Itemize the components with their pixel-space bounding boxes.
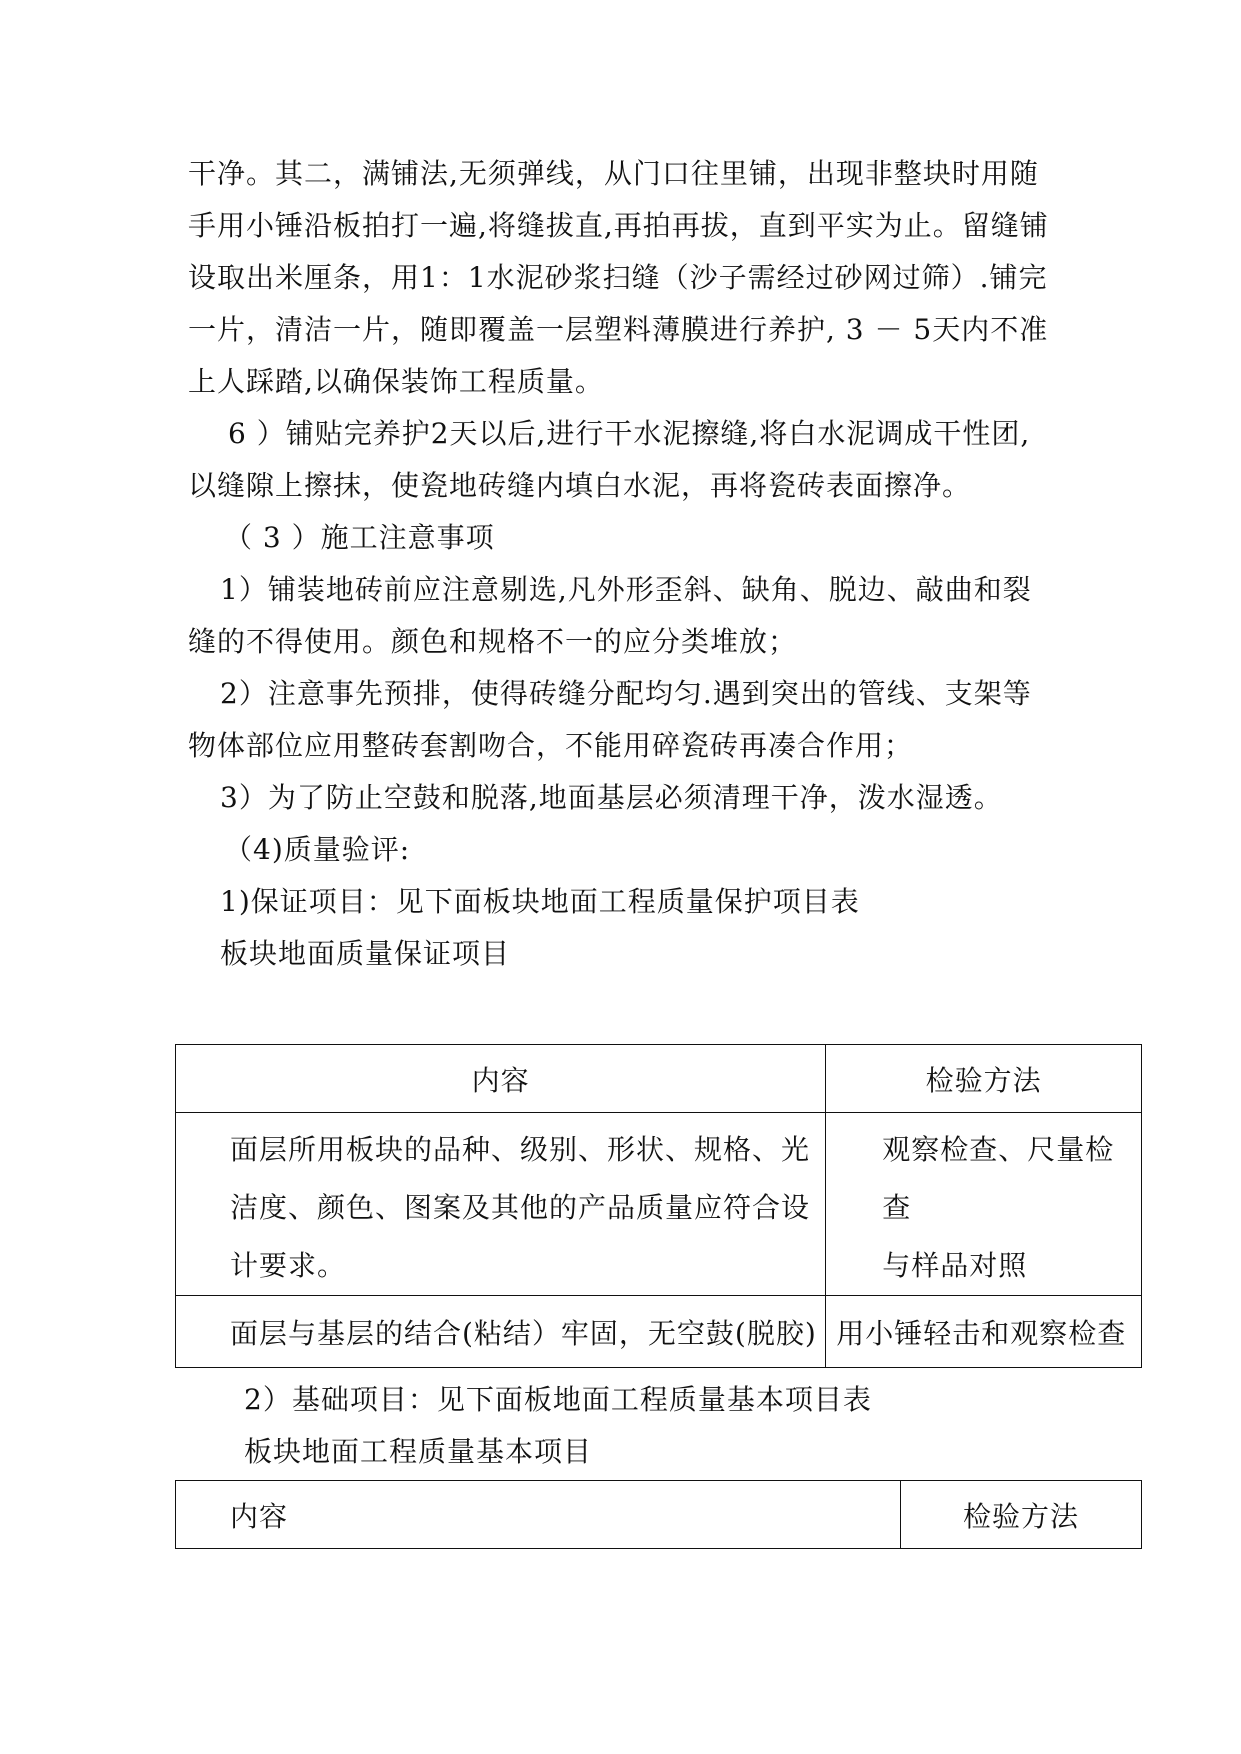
row1-content-line-2: 洁度、颜色、图案及其他的产品质量应符合设 xyxy=(230,1191,811,1224)
paragraph-line-2: 手用小锤沿板拍打一遍,将缝拔直,再拍再拔，直到平实为止。留缝铺 xyxy=(188,209,1049,242)
item6-line-1: 6 ）铺贴完养护2天以后,进行干水泥擦缝,将白水泥调成干性团, xyxy=(228,417,1031,450)
guarantee-table-header-row xyxy=(176,1045,1142,1113)
basic-table xyxy=(175,1480,1142,1549)
row2-method-cell xyxy=(826,1296,1142,1368)
paragraph-line-4: 一片，清洁一片，随即覆盖一层塑料薄膜进行养护, 3 － 5天内不准 xyxy=(188,313,1049,346)
basic-table-title: 板块地面工程质量基本项目 xyxy=(244,1435,593,1468)
paragraph-line-5: 上人踩踏,以确保装饰工程质量。 xyxy=(188,365,604,398)
guarantee-table-row xyxy=(176,1113,1142,1296)
note2-line-1: 2）注意事先预排，使得砖缝分配均匀.遇到突出的管线、支架等 xyxy=(220,677,1032,710)
header-content-label: 内容 xyxy=(471,1063,530,1097)
paragraph-line-3: 设取出米厘条，用1：1水泥砂浆扫缝（沙子需经过砂网过筛）.铺完 xyxy=(188,261,1048,294)
guarantee-intro: 1)保证项目：见下面板块地面工程质量保护项目表 xyxy=(220,885,860,918)
basic-table-header-row xyxy=(176,1481,1142,1549)
row1-content-line-1: 面层所用板块的品种、级别、形状、规格、光 xyxy=(230,1133,811,1166)
basic-header-content-cell xyxy=(176,1481,901,1549)
row1-method-cell xyxy=(826,1113,1142,1296)
guarantee-table-title: 板块地面质量保证项目 xyxy=(220,937,511,970)
section4-heading: （4)质量验评: xyxy=(224,833,411,866)
header-content-cell xyxy=(176,1045,826,1113)
guarantee-table-row xyxy=(176,1296,1142,1368)
basic-header-content-label: 内容 xyxy=(230,1499,289,1533)
note2-line-2: 物体部位应用整砖套割吻合，不能用碎瓷砖再凑合作用； xyxy=(188,729,914,762)
header-method-label: 检验方法 xyxy=(925,1063,1042,1097)
note1-line-1: 1）铺装地砖前应注意剔选,凡外形歪斜、缺角、脱边、敲曲和裂 xyxy=(220,573,1032,606)
note1-line-2: 缝的不得使用。颜色和规格不一的应分类堆放； xyxy=(188,625,798,658)
basic-header-method-cell xyxy=(900,1481,1141,1549)
note3-line: 3）为了防止空鼓和脱落,地面基层必须清理干净，泼水湿透。 xyxy=(220,781,1003,814)
row1-method-line-1: 观察检查、尺量检查 xyxy=(882,1133,1115,1224)
basic-intro: 2）基础项目：见下面板地面工程质量基本项目表 xyxy=(244,1383,872,1416)
paragraph-line-1: 干净。其二，满铺法,无须弹线，从门口往里铺，出现非整块时用随 xyxy=(188,157,1039,190)
section3-heading: （ 3 ）施工注意事项 xyxy=(224,521,495,554)
row2-content: 面层与基层的结合(粘结）牢固，无空鼓(脱胶) xyxy=(230,1316,817,1350)
row1-method-line-2: 与样品对照 xyxy=(882,1249,1028,1282)
row1-content-line-3: 计要求。 xyxy=(230,1249,347,1282)
header-method-cell xyxy=(826,1045,1142,1113)
row1-content-cell xyxy=(176,1113,826,1296)
row2-method: 用小锤轻击和观察检查 xyxy=(836,1316,1127,1350)
item6-line-2: 以缝隙上擦抹，使瓷地砖缝内填白水泥，再将瓷砖表面擦净。 xyxy=(188,469,972,502)
basic-header-method-label: 检验方法 xyxy=(962,1499,1079,1533)
guarantee-table xyxy=(175,1044,1142,1368)
row2-content-cell xyxy=(176,1296,826,1368)
